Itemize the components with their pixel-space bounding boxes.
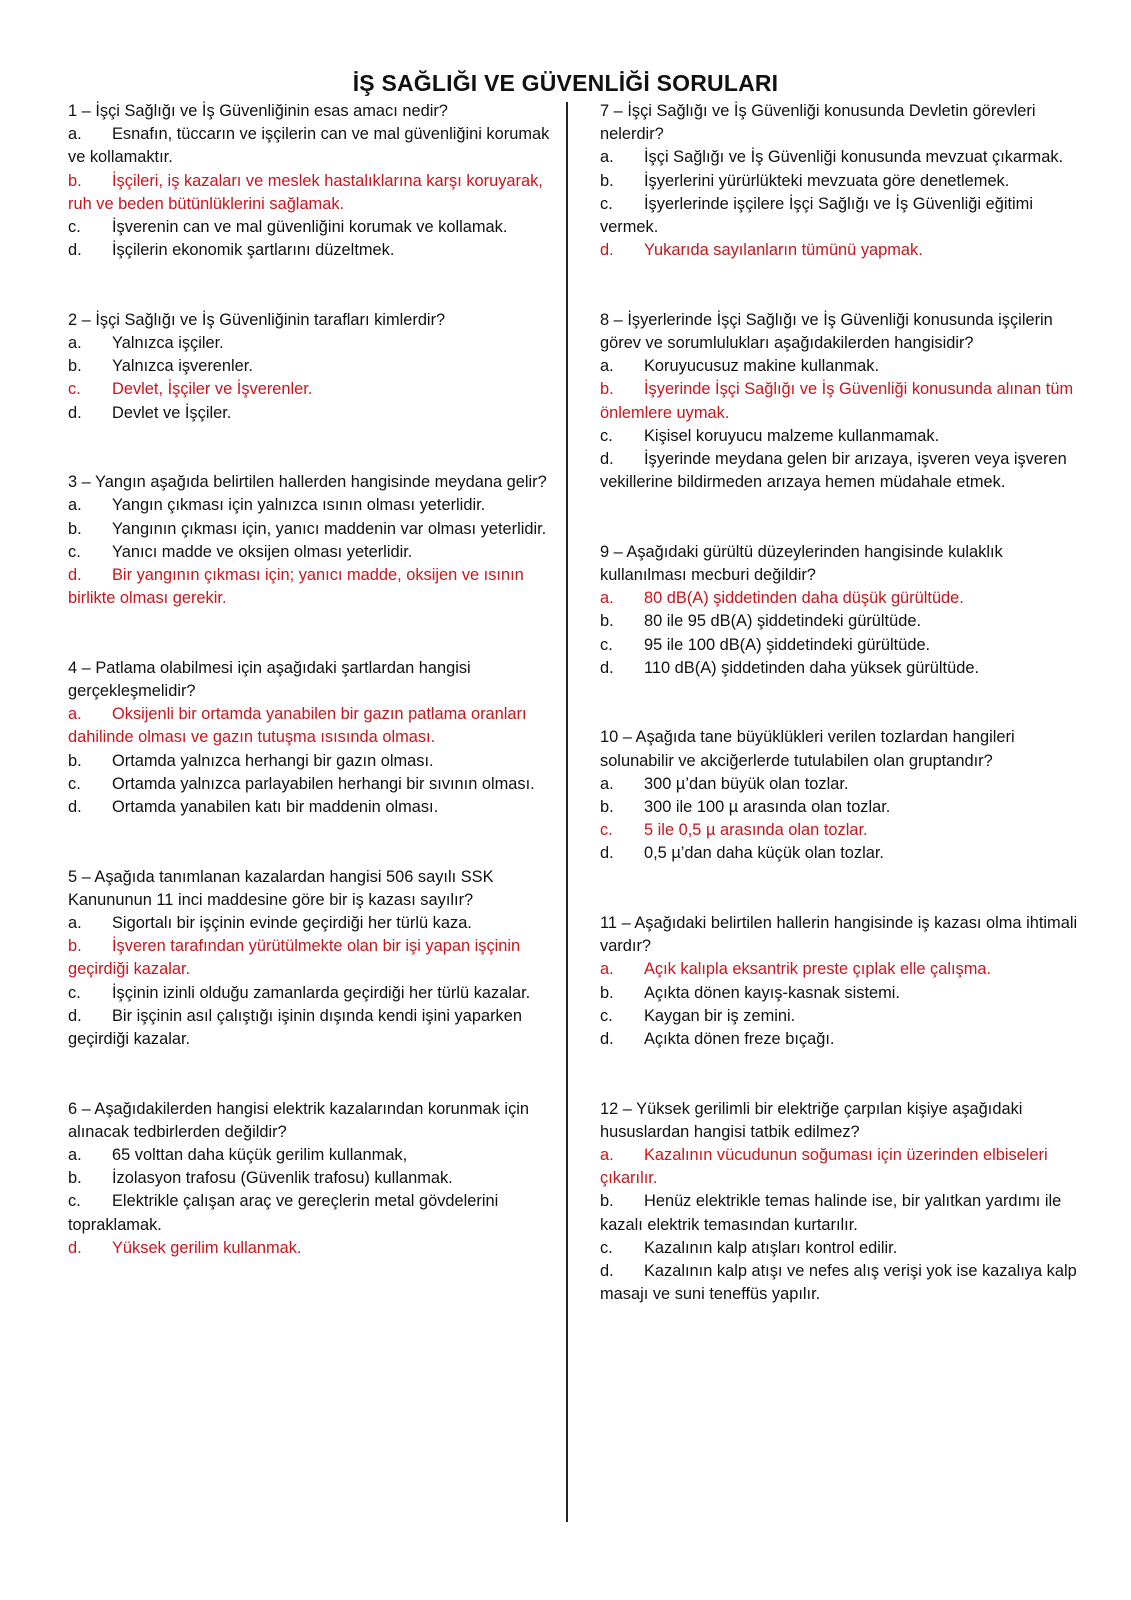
correct-answer-option	[600, 239, 1080, 262]
question-text: 7 – İşçi Sağlığı ve İş Güvenliği konusunda Devletin görevleri nelerdir?	[600, 102, 1036, 144]
option-letter: d.	[600, 241, 614, 260]
option-text: İşveren tarafından yürütülmekte olan bir işi yapan işçinin geçirdiği kazalar.	[68, 937, 521, 979]
answer-option	[68, 332, 554, 355]
answer-option	[68, 216, 554, 239]
question-block	[68, 471, 554, 610]
option-letter: c.	[600, 821, 613, 840]
option-letter: d.	[600, 1262, 614, 1281]
question-block	[600, 912, 1080, 1051]
option-text: İşyerinde İşçi Sağlığı ve İş Güvenliği konusunda alınan tüm önlemlere uymak.	[600, 380, 1074, 422]
correct-answer-option	[68, 378, 554, 401]
answer-option	[68, 912, 554, 935]
option-letter: c.	[600, 1238, 613, 1257]
option-text: Ortamda yalnızca parlayabilen herhangi bir sıvının olması.	[112, 774, 535, 793]
option-letter: b.	[600, 612, 614, 631]
option-text: 0,5 µ’dan daha küçük olan tozlar.	[644, 844, 884, 863]
question-text: 10 – Aşağıda tane büyüklükleri verilen tozlardan hangileri solunabilir ve akciğerlerde tutulabilen olan gruptandır?	[600, 728, 1015, 770]
option-letter: a.	[68, 496, 82, 515]
option-letter: b.	[600, 798, 614, 817]
option-text: Yalnızca işçiler.	[112, 334, 224, 353]
option-text: Ortamda yalnızca herhangi bir gazın olması.	[112, 751, 434, 770]
option-text: Açıkta dönen kayış-kasnak sistemi.	[644, 983, 900, 1002]
page-title: İŞ SAĞLIĞI VE GÜVENLİĞİ SORULARI	[352, 70, 779, 96]
option-text: Devlet, İşçiler ve İşverenler.	[112, 380, 313, 399]
option-text: Koruyucusuz makine kullanmak.	[644, 357, 880, 376]
option-letter: b.	[600, 983, 614, 1002]
option-letter: c.	[68, 380, 81, 399]
correct-answer-option	[68, 935, 554, 981]
answer-option	[600, 1005, 1080, 1028]
answer-option	[600, 1237, 1080, 1260]
answer-option	[68, 1167, 554, 1190]
option-letter: d.	[68, 403, 82, 422]
option-text: İşçinin izinli olduğu zamanlarda geçirdiği her türlü kazalar.	[112, 983, 531, 1002]
option-letter: a.	[68, 1146, 82, 1165]
option-letter: c.	[68, 542, 81, 561]
option-letter: c.	[600, 635, 613, 654]
option-letter: a.	[68, 914, 82, 933]
answer-option	[68, 796, 554, 819]
option-text: Sigortalı bir işçinin evinde geçirdiği her türlü kaza.	[112, 914, 472, 933]
correct-answer-option	[600, 1144, 1080, 1190]
option-letter: d.	[600, 450, 614, 469]
answer-option	[600, 448, 1080, 494]
option-letter: d.	[68, 1238, 82, 1257]
question-block	[68, 657, 554, 819]
option-text: 5 ile 0,5 µ arasında olan tozlar.	[644, 821, 868, 840]
option-letter: c.	[600, 194, 613, 213]
option-letter: b.	[68, 357, 82, 376]
option-letter: a.	[600, 1146, 614, 1165]
question-block	[600, 541, 1080, 680]
correct-answer-option	[600, 819, 1080, 842]
option-letter: b.	[68, 171, 82, 190]
option-text: 300 ile 100 µ arasında olan tozlar.	[644, 798, 891, 817]
question-text: 12 – Yüksek gerilimli bir elektriğe çarpılan kişiye aşağıdaki hususlardan hangisi tatbik edilmez?	[600, 1099, 1023, 1141]
option-letter: d.	[68, 566, 82, 585]
correct-answer-option	[68, 564, 554, 610]
option-letter: a.	[600, 357, 614, 376]
option-letter: b.	[600, 171, 614, 190]
question-block	[600, 1098, 1080, 1307]
answer-option	[600, 610, 1080, 633]
correct-answer-option	[600, 587, 1080, 610]
option-text: İşçileri, iş kazaları ve meslek hastalıklarına karşı koruyarak, ruh ve beden bütünlüklerini sağlamak.	[68, 171, 543, 213]
option-letter: a.	[600, 774, 614, 793]
answer-option	[68, 123, 554, 169]
question-text: 2 – İşçi Sağlığı ve İş Güvenliğinin tarafları kimlerdir?	[68, 310, 446, 329]
answer-option	[600, 1028, 1080, 1051]
option-letter: d.	[600, 658, 614, 677]
question-text: 8 – İşyerlerinde İşçi Sağlığı ve İş Güvenliği konusunda işçilerin görev ve sorumlulukları aşağıdakilerden hangisidir?	[600, 310, 1053, 353]
answer-option	[68, 982, 554, 1005]
question-text: 9 – Aşağıdaki gürültü düzeylerinden hangisinde kulaklık kullanılması mecburi değildir?	[600, 542, 1003, 585]
option-letter: b.	[68, 937, 82, 956]
option-text: İzolasyon trafosu (Güvenlik trafosu) kullanmak.	[112, 1169, 453, 1188]
column-divider	[566, 102, 568, 1522]
option-letter: c.	[68, 218, 81, 237]
answer-option	[68, 402, 554, 425]
answer-option	[600, 657, 1080, 680]
option-letter: d.	[68, 798, 82, 817]
option-letter: d.	[68, 1006, 82, 1025]
option-letter: d.	[600, 844, 614, 863]
option-text: 110 dB(A) şiddetinden daha yüksek gürültüde.	[644, 658, 980, 677]
answer-option	[600, 773, 1080, 796]
answer-option	[600, 170, 1080, 193]
option-text: Kişisel koruyucu malzeme kullanmamak.	[644, 426, 940, 445]
option-text: Yangın çıkması için yalnızca ısının olması yeterlidir.	[112, 496, 486, 515]
option-letter: a.	[68, 705, 82, 724]
question-block	[600, 100, 1080, 262]
question-text: 4 – Patlama olabilmesi için aşağıdaki şartlardan hangisi gerçekleşmelidir?	[68, 658, 471, 701]
question-text: 6 – Aşağıdakilerden hangisi elektrik kazalarından korunmak için alınacak tedbirlerden değildir?	[68, 1099, 530, 1141]
option-text: Yalnızca işverenler.	[112, 357, 253, 376]
option-letter: a.	[600, 960, 614, 979]
question-block	[68, 309, 554, 425]
option-text: İşçi Sağlığı ve İş Güvenliği konusunda mevzuat çıkarmak.	[644, 148, 1064, 167]
answer-option	[600, 842, 1080, 865]
answer-option	[68, 750, 554, 773]
left-column	[68, 100, 554, 1306]
option-letter: c.	[68, 1192, 81, 1211]
option-text: Bir yangının çıkması için; yanıcı madde, oksijen ve ısının birlikte olması gerekir.	[68, 566, 524, 608]
option-letter: d.	[600, 1030, 614, 1049]
correct-answer-option	[68, 703, 554, 749]
option-text: Kazalının kalp atışları kontrol edilir.	[644, 1238, 898, 1257]
option-letter: c.	[68, 983, 81, 1002]
answer-option	[68, 355, 554, 378]
option-text: Yangının çıkması için, yanıcı maddenin var olması yeterlidir.	[112, 519, 547, 538]
answer-option	[68, 541, 554, 564]
option-text: İşyerlerinde işçilere İşçi Sağlığı ve İş Güvenliği eğitimi vermek.	[600, 194, 1033, 237]
option-text: 300 µ’dan büyük olan tozlar.	[644, 774, 849, 793]
option-letter: b.	[600, 1192, 614, 1211]
option-letter: c.	[68, 774, 81, 793]
question-block	[68, 866, 554, 1052]
answer-option	[600, 193, 1080, 239]
option-letter: a.	[600, 148, 614, 167]
question-text: 1 – İşçi Sağlığı ve İş Güvenliğinin esas amacı nedir?	[68, 102, 448, 120]
question-block	[600, 726, 1080, 865]
option-text: Esnafın, tüccarın ve işçilerin can ve mal güvenliğini korumak ve kollamaktır.	[68, 125, 550, 167]
option-text: 95 ile 100 dB(A) şiddetindeki gürültüde.	[644, 635, 931, 654]
option-letter: d.	[68, 241, 82, 260]
answer-option	[600, 982, 1080, 1005]
answer-option	[68, 518, 554, 541]
option-text: Elektrikle çalışan araç ve gereçlerin metal gövdelerini topraklamak.	[68, 1192, 499, 1234]
question-block	[68, 1098, 554, 1260]
answer-option	[600, 425, 1080, 448]
option-text: Yanıcı madde ve oksijen olması yeterlidir.	[112, 542, 413, 561]
option-text: İşyerlerini yürürlükteki mevzuata göre denetlemek.	[644, 171, 1010, 190]
option-text: Bir işçinin asıl çalıştığı işinin dışında kendi işini yaparken geçirdiği kazalar.	[68, 1006, 522, 1049]
option-letter: a.	[68, 125, 82, 144]
question-block	[68, 100, 554, 262]
option-text: Ortamda yanabilen katı bir maddenin olması.	[112, 798, 439, 817]
question-block	[600, 309, 1080, 495]
correct-answer-option	[600, 958, 1080, 981]
answer-option	[600, 1190, 1080, 1236]
correct-answer-option	[600, 378, 1080, 424]
answer-option	[68, 1144, 554, 1167]
option-letter: b.	[68, 1169, 82, 1188]
answer-option	[68, 773, 554, 796]
option-text: Kazalının vücudunun soğuması için üzerinden elbiseleri çıkarılır.	[600, 1146, 1048, 1188]
option-letter: a.	[68, 334, 82, 353]
option-text: Yukarıda sayılanların tümünü yapmak.	[644, 241, 923, 260]
question-text: 11 – Aşağıdaki belirtilen hallerin hangisinde iş kazası olma ihtimali vardır?	[600, 914, 1078, 956]
option-text: Kazalının kalp atışı ve nefes alış verişi yok ise kazalıya kalp masajı ve suni teneffüs yapılır.	[600, 1262, 1077, 1304]
answer-option	[68, 1005, 554, 1051]
option-text: Oksijenli bir ortamda yanabilen bir gazın patlama oranları dahilinde olması ve gazın tutuşma ısısında olması.	[68, 705, 527, 747]
option-letter: c.	[600, 1006, 613, 1025]
answer-option	[600, 634, 1080, 657]
correct-answer-option	[68, 1237, 554, 1260]
option-letter: b.	[68, 519, 82, 538]
answer-option	[600, 1260, 1080, 1306]
answer-option	[68, 239, 554, 262]
option-letter: c.	[600, 426, 613, 445]
answer-option	[68, 1190, 554, 1236]
option-text: İşçilerin ekonomik şartlarını düzeltmek.	[112, 241, 395, 260]
option-text: Açıkta dönen freze bıçağı.	[644, 1030, 835, 1049]
option-text: Kaygan bir iş zemini.	[644, 1006, 796, 1025]
question-text: 5 – Aşağıda tanımlanan kazalardan hangisi 506 sayılı SSK Kanununun 11 inci maddesine göre bir iş kazası sayılır?	[68, 867, 494, 909]
answer-option	[600, 146, 1080, 169]
option-text: 80 dB(A) şiddetinden daha düşük gürültüde.	[644, 589, 964, 608]
option-letter: b.	[600, 380, 614, 399]
option-text: Açık kalıpla eksantrik preste çıplak elle çalışma.	[644, 960, 992, 979]
right-column	[600, 100, 1080, 1353]
option-text: İşyerinde meydana gelen bir arızaya, işveren veya işveren vekillerine bildirmeden arızaya hemen müdahale etmek.	[600, 450, 1067, 492]
answer-option	[68, 494, 554, 517]
option-letter: b.	[68, 751, 82, 770]
answer-option	[600, 355, 1080, 378]
option-text: Devlet ve İşçiler.	[112, 403, 232, 422]
option-letter: a.	[600, 589, 614, 608]
question-text: 3 – Yangın aşağıda belirtilen hallerden hangisinde meydana gelir?	[68, 473, 547, 492]
correct-answer-option	[68, 170, 554, 216]
answer-option	[600, 796, 1080, 819]
option-text: Henüz elektrikle temas halinde ise, bir yalıtkan yardımı ile kazalı elektrik temasından kurtarılır.	[600, 1192, 1062, 1234]
option-text: 65 volttan daha küçük gerilim kullanmak,	[112, 1146, 408, 1165]
option-text: 80 ile 95 dB(A) şiddetindeki gürültüde.	[644, 612, 921, 631]
option-text: Yüksek gerilim kullanmak.	[112, 1238, 302, 1257]
option-text: İşverenin can ve mal güvenliğini korumak ve kollamak.	[112, 218, 508, 237]
